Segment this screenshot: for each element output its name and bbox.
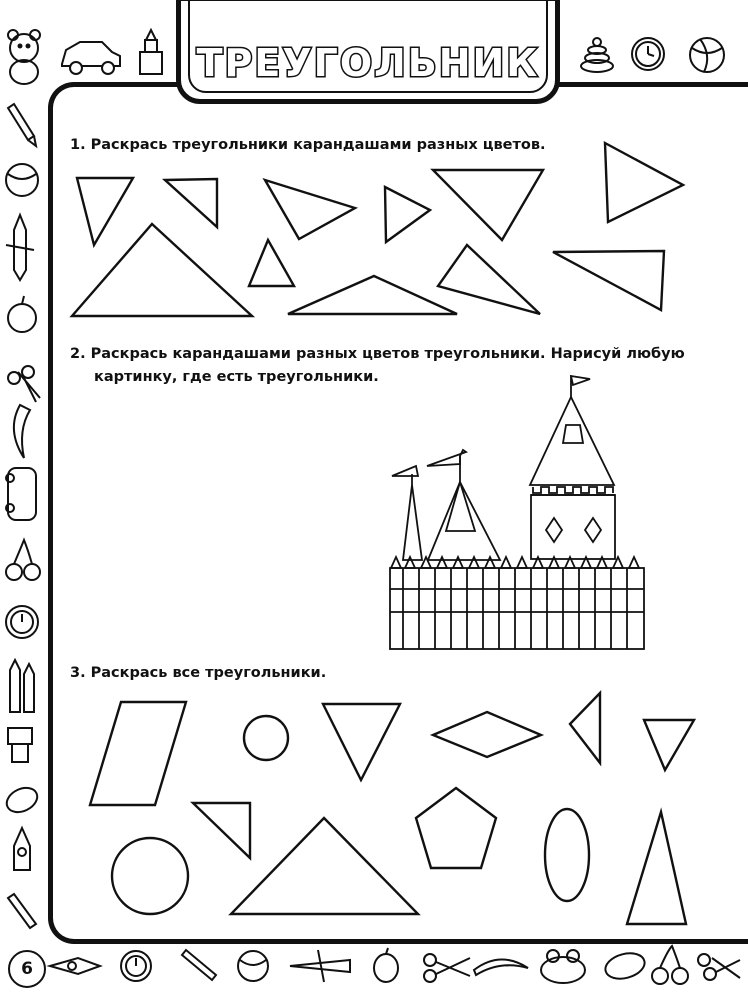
triangle-shape[interactable] <box>77 178 133 245</box>
frog-icon <box>541 950 585 983</box>
pentagon-shape[interactable] <box>416 788 496 868</box>
pyramid-toy-icon <box>581 38 613 72</box>
page-number: 6 <box>8 950 46 988</box>
crayon-icon <box>8 104 36 146</box>
castle-picture[interactable] <box>390 376 644 649</box>
rocket-icon <box>14 828 30 870</box>
car-icon <box>6 468 36 520</box>
alarm-clock-icon <box>632 38 664 70</box>
circle-shape[interactable] <box>112 838 188 914</box>
scissors-icon <box>698 954 740 980</box>
triangle-shape[interactable] <box>288 276 457 314</box>
cherry-icon <box>652 946 688 984</box>
alarm-clock-icon <box>121 951 151 981</box>
task-3-label: 3. Раскрась все треугольники. <box>70 665 327 681</box>
flag-shape <box>392 466 418 476</box>
triangle-shape[interactable] <box>249 240 294 286</box>
left-spire <box>403 485 422 560</box>
task-1-triangles <box>72 143 683 316</box>
flag-shape <box>571 376 590 385</box>
decorative-icons <box>3 30 740 984</box>
alarm-clock-icon <box>6 606 38 638</box>
robot-icon <box>8 728 32 762</box>
tower-roof <box>530 397 614 485</box>
lemon-icon <box>603 949 648 983</box>
page-title: ТРЕУГОЛЬНИК <box>196 41 540 85</box>
banana-icon <box>474 959 528 975</box>
rhombus-shape[interactable] <box>433 712 541 757</box>
banana-icon <box>14 405 30 458</box>
oval-shape[interactable] <box>545 809 589 901</box>
circle-shape[interactable] <box>244 716 288 760</box>
triangle-shape[interactable] <box>231 818 418 914</box>
task-2-label-line1: 2. Раскрась карандашами разных цветов треугольники. Нарисуй любую <box>70 346 685 362</box>
task-3-shapes <box>90 693 694 924</box>
toy-car-icon <box>62 42 120 74</box>
apple-icon <box>8 296 36 332</box>
triangle-shape[interactable] <box>433 170 543 240</box>
castle-blocks-icon <box>140 30 162 74</box>
triangle-shape[interactable] <box>385 187 430 242</box>
triangle-shape[interactable] <box>193 803 250 858</box>
triangle-shape[interactable] <box>265 180 355 239</box>
triangle-shape[interactable] <box>165 179 217 227</box>
tower-window <box>546 518 562 542</box>
task-2-label-line2: картинку, где есть треугольники. <box>94 369 379 385</box>
flag-shape <box>427 450 466 466</box>
lemon-icon <box>3 783 41 816</box>
tower-window <box>563 425 583 443</box>
apple-icon <box>374 948 398 982</box>
castle-fence <box>390 557 644 649</box>
parallelogram-shape[interactable] <box>90 702 186 805</box>
triangle-shape[interactable] <box>627 812 686 924</box>
triangle-shape[interactable] <box>644 720 694 770</box>
crayon-icon <box>182 950 216 980</box>
tower-window <box>585 518 601 542</box>
ball-icon <box>238 951 268 981</box>
triangle-shape[interactable] <box>553 251 664 310</box>
crayons-icon <box>10 660 34 712</box>
scissors-icon <box>8 366 40 402</box>
teddy-bear-icon <box>8 30 40 84</box>
rocket-icon <box>50 958 100 974</box>
triangle-shape[interactable] <box>605 143 683 222</box>
ball-icon <box>6 164 38 196</box>
triangle-shape[interactable] <box>438 245 540 314</box>
task-1-label: 1. Раскрась треугольники карандашами разных цветов. <box>70 137 546 153</box>
scissors-icon <box>424 954 470 982</box>
triangle-shape[interactable] <box>323 704 400 780</box>
ball-icon <box>690 38 724 72</box>
airplane-icon <box>6 215 34 280</box>
cherry-icon <box>6 540 40 580</box>
airplane-icon <box>290 950 350 982</box>
pencil-icon <box>8 894 36 928</box>
triangle-shape[interactable] <box>570 693 600 763</box>
